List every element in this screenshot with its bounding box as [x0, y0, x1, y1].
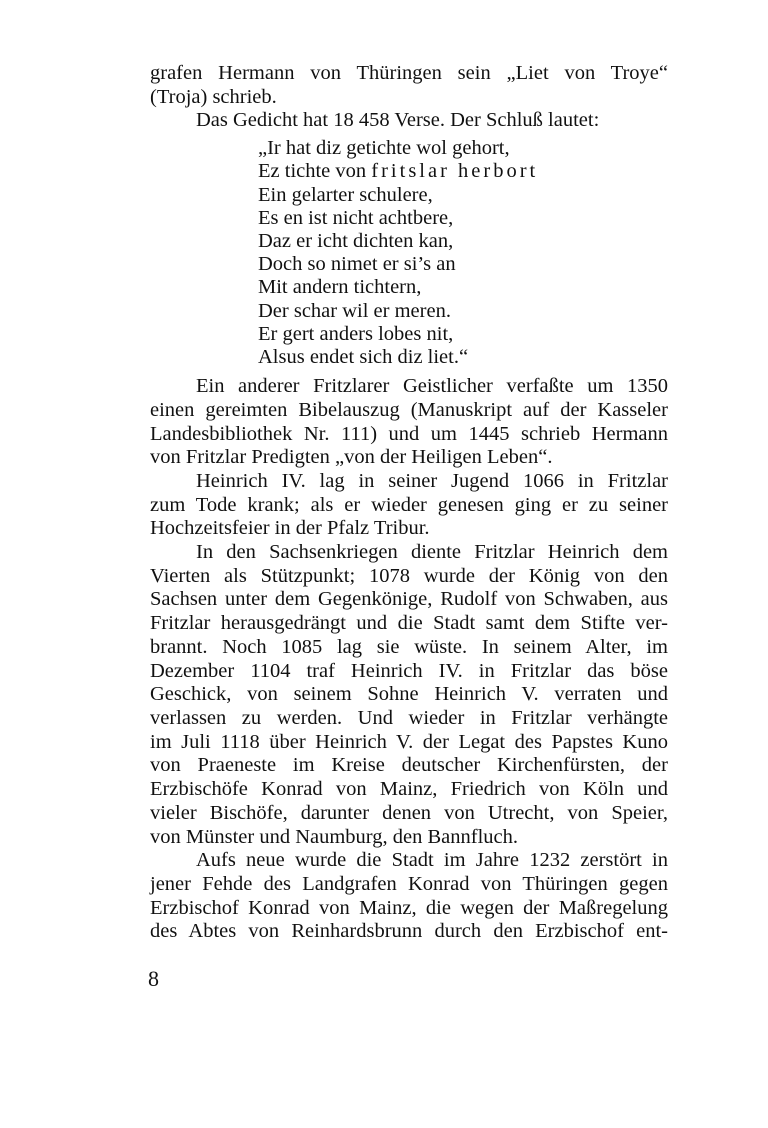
text-line: von Fritzlar Predigten „von der Heiligen Leben“.: [150, 446, 553, 469]
text-line: Das Gedicht hat 18 458 Verse. Der Schluß lautet:: [196, 109, 600, 132]
text-line: des Abtes von Reinhardsbrunn durch den Erzbischof ent-: [150, 920, 668, 943]
paragraph-troye: [150, 62, 668, 109]
text-line: von Praeneste im Kreise deutscher Kirchenfürsten, der: [150, 754, 668, 777]
text-line: (Troja) schrieb.: [150, 85, 277, 108]
text-line: Erzbischof Konrad von Mainz, die wegen der Maßregelung: [150, 896, 668, 919]
page-body: [150, 62, 668, 944]
verse-line: Daz er icht dichten kan,: [258, 229, 454, 252]
text-line: grafen Hermann von Thüringen sein „Liet von Troye“: [150, 62, 668, 84]
paragraph-heinrich: [150, 470, 668, 541]
paragraph-geistlicher: [150, 375, 668, 470]
text-line: verlassen zu werden. Und wieder in Fritzlar verhängte: [150, 706, 668, 729]
verse-text: Ez tichte von: [258, 160, 372, 183]
page-number: 8: [148, 966, 159, 991]
verse-line: Ein gelarter schulere,: [258, 183, 433, 206]
verse-spaced-name: fritslar herbort: [371, 160, 539, 183]
text-line: Aufs neue wurde die Stadt im Jahre 1232 zerstört in: [196, 849, 668, 872]
text-line: Dezember 1104 traf Heinrich IV. in Fritzlar das böse: [150, 659, 668, 682]
verse-line: [258, 160, 668, 183]
paragraph-fehde: [150, 849, 668, 944]
verse-line: Mit andern tichtern,: [258, 276, 422, 299]
text-line: einen gereimten Bibelauszug (Manuskript auf der Kasseler: [150, 398, 668, 421]
paragraph-gedicht: [150, 109, 668, 133]
text-line: vieler Bischöfe, darunter denen von Utrecht, von Speier,: [150, 801, 668, 824]
verse-line: Alsus endet sich diz liet.“: [258, 345, 469, 368]
text-line: Ein anderer Fritzlarer Geistlicher verfaßte um 1350: [196, 375, 668, 398]
verse-line: „Ir hat diz getichte wol gehort,: [258, 137, 510, 160]
verse-line: Es en ist nicht achtbere,: [258, 206, 454, 229]
text-line: Hochzeitsfeier in der Pfalz Tribur.: [150, 517, 430, 540]
text-line: im Juli 1118 über Heinrich V. der Legat des Papstes Kuno: [150, 730, 668, 753]
text-line: Landesbibliothek Nr. 111) und um 1445 schrieb Hermann: [150, 422, 668, 445]
verse-line: Doch so nimet er si’s an: [258, 253, 456, 276]
verse-line: Er gert anders lobes nit,: [258, 322, 454, 345]
text-line: Heinrich IV. lag in seiner Jugend 1066 in Fritzlar: [196, 469, 668, 492]
text-line: von Münster und Naumburg, den Bannfluch.: [150, 825, 518, 848]
text-line: In den Sachsenkriegen diente Fritzlar Heinrich dem: [196, 541, 668, 564]
text-line: Geschick, von seinem Sohne Heinrich V. verraten und: [150, 683, 668, 706]
text-line: brannt. Noch 1085 lag sie wüste. In seinem Alter, im: [150, 635, 668, 658]
text-line: zum Tode krank; als er wieder genesen ging er zu seiner: [150, 493, 668, 516]
text-line: Vierten als Stützpunkt; 1078 wurde der König von den: [150, 564, 668, 587]
verse-quote: [258, 137, 668, 369]
text-line: jener Fehde des Landgrafen Konrad von Thüringen gegen: [150, 872, 668, 895]
text-line: Sachsen unter dem Gegenkönige, Rudolf von Schwaben, aus: [150, 588, 668, 611]
text-line: Erzbischöfe Konrad von Mainz, Friedrich von Köln und: [150, 778, 668, 801]
text-line: Fritzlar herausgedrängt und die Stadt samt dem Stifte ver-: [150, 612, 668, 635]
verse-line: Der schar wil er meren.: [258, 299, 451, 322]
paragraph-sachsenkriege: [150, 541, 668, 849]
